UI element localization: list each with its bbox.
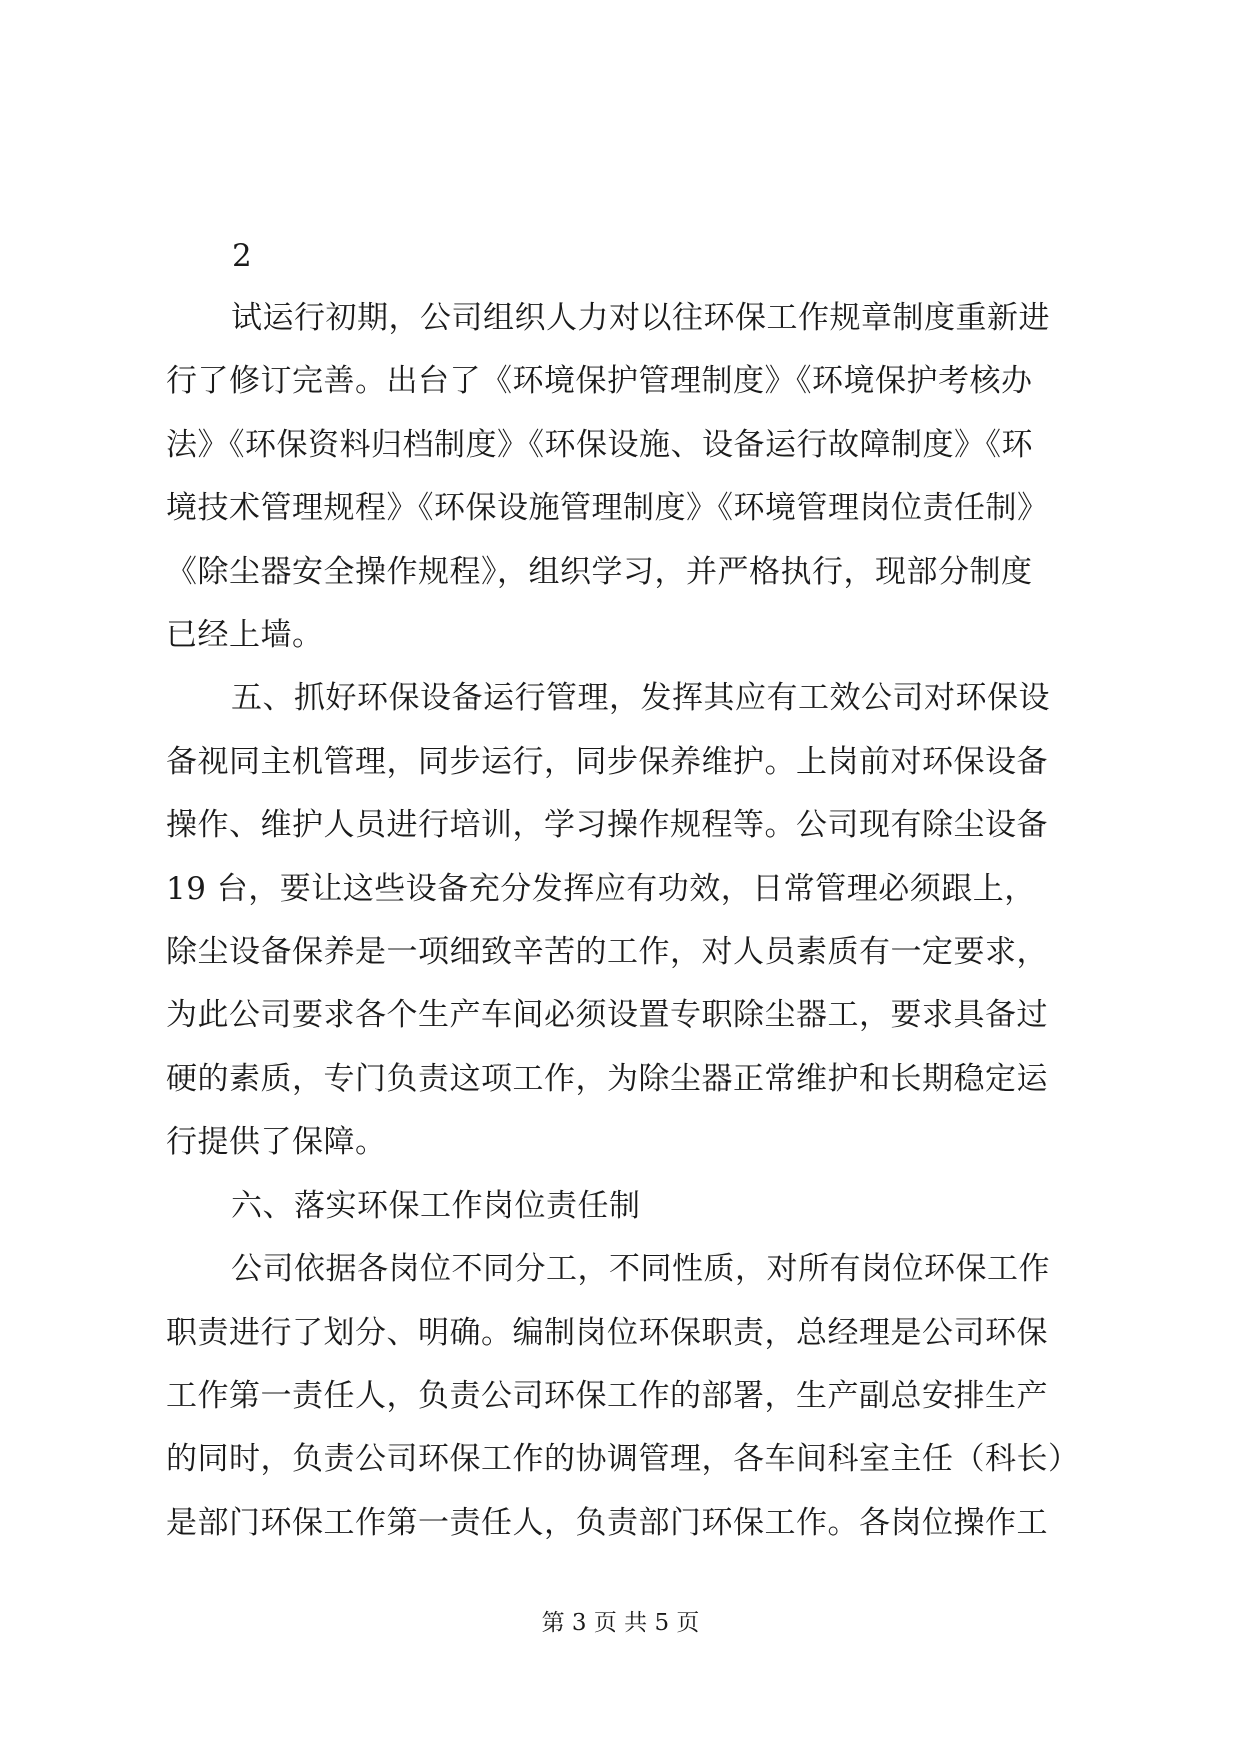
- text-line: 硬的素质，专门负责这项工作，为除尘器正常维护和长期稳定运: [166, 1060, 1048, 1097]
- text-line: 是部门环保工作第一责任人，负责部门环保工作。各岗位操作工: [166, 1504, 1048, 1541]
- section-heading: [166, 1175, 1082, 1238]
- text-line: 19 台，要让这些设备充分发挥应有功效，日常管理必须跟上，: [166, 870, 1036, 907]
- heading-text: 六、落实环保工作岗位责任制: [231, 1187, 641, 1224]
- text-line: 行提供了保障。: [166, 1124, 387, 1161]
- paragraph-responsibilities: [166, 1238, 1082, 1555]
- text-line: 工作第一责任人，负责公司环保工作的部署，生产副总安排生产: [166, 1377, 1048, 1414]
- text-line: 法》《环保资料归档制度》《环保设施、设备运行故障制度》《环: [166, 426, 1033, 463]
- text-line: 境技术管理规程》《环保设施管理制度》《环境管理岗位责任制》: [166, 490, 1049, 527]
- text-line: 操作、维护人员进行培训，学习操作规程等。公司现有除尘设备: [166, 807, 1048, 844]
- text-line: 已经上墙。: [166, 617, 324, 654]
- text-line: 五、抓好环保设备运行管理，发挥其应有工效公司对环保设: [231, 680, 1050, 717]
- paragraph-regulations: [166, 287, 1082, 667]
- text-line: 的同时，负责公司环保工作的协调管理，各车间科室主任（科长）: [166, 1441, 1080, 1478]
- text-line: 公司依据各岗位不同分工，不同性质，对所有岗位环保工作: [231, 1251, 1050, 1288]
- text-line: 试运行初期，公司组织人力对以往环保工作规章制度重新进: [231, 300, 1050, 336]
- section-number: 2: [232, 238, 252, 274]
- text-line: 备视同主机管理，同步运行，同步保养维护。上岗前对环保设备: [166, 743, 1048, 780]
- text-line: 行了修订完善。出台了《环境保护管理制度》《环境保护考核办: [166, 363, 1033, 400]
- text-line: 为此公司要求各个生产车间必须设置专职除尘器工，要求具备过: [166, 997, 1048, 1034]
- text-line: 除尘设备保养是一项细致辛苦的工作，对人员素质有一定要求，: [166, 934, 1048, 971]
- document-body: [166, 287, 1082, 1555]
- page-footer: 第 3 页 共 5 页: [541, 1610, 700, 1636]
- paragraph-equipment-management: [166, 667, 1082, 1174]
- text-line: 《除尘器安全操作规程》，组织学习，并严格执行，现部分制度: [166, 553, 1033, 590]
- text-line: 职责进行了划分、明确。编制岗位环保职责，总经理是公司环保: [166, 1314, 1048, 1351]
